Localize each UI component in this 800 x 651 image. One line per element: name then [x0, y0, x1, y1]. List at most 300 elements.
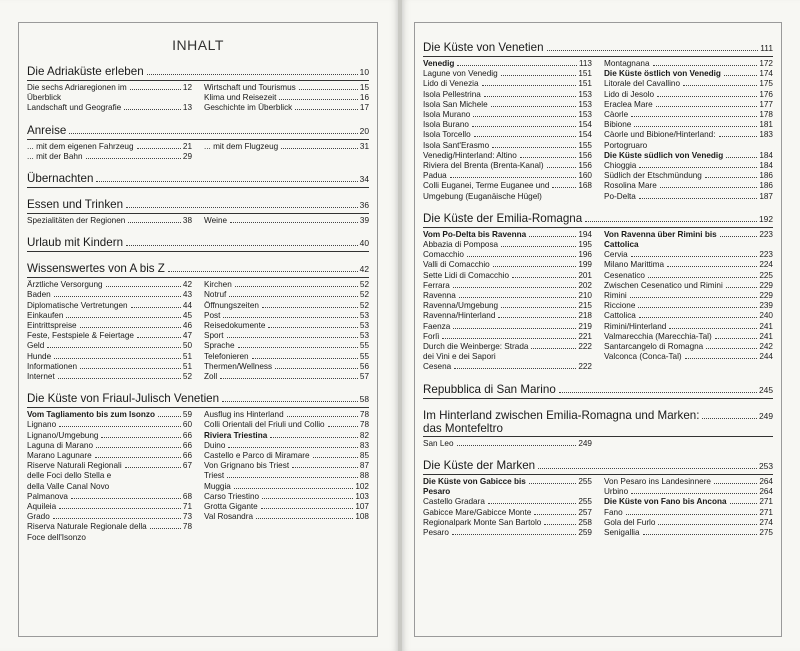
toc-entry[interactable]	[423, 362, 592, 372]
toc-entry[interactable]	[27, 341, 192, 351]
leader-dots	[457, 445, 577, 446]
leader-dots	[638, 307, 757, 308]
toc-entry[interactable]	[27, 301, 192, 311]
leader-dots	[520, 157, 577, 158]
toc-section-heading[interactable]	[423, 212, 773, 226]
toc-entry[interactable]	[604, 301, 773, 311]
toc-entry-page: 184	[759, 150, 773, 160]
leader-dots	[459, 297, 577, 298]
leader-dots	[53, 518, 181, 519]
toc-entry[interactable]	[204, 512, 369, 522]
toc-entry-page: 67	[182, 461, 192, 471]
toc-section-heading[interactable]	[423, 459, 773, 473]
section-rule	[423, 398, 773, 399]
leader-dots	[222, 401, 358, 402]
section-rule	[27, 139, 369, 140]
toc-entry[interactable]	[604, 528, 773, 538]
leader-dots	[66, 317, 180, 318]
leader-dots	[80, 327, 181, 328]
toc-entry-label: ... mit der Bahn	[27, 151, 83, 161]
toc-entry[interactable]	[27, 372, 192, 382]
toc-entry[interactable]	[604, 59, 773, 69]
toc-entry[interactable]	[604, 477, 773, 487]
toc-entry-label: Carso Triestino	[204, 491, 260, 501]
toc-entry[interactable]	[604, 151, 773, 161]
toc-entry[interactable]	[27, 431, 192, 441]
toc-entry[interactable]	[204, 451, 369, 461]
leader-dots	[453, 287, 576, 288]
toc-entry[interactable]	[423, 230, 592, 240]
toc-column	[27, 280, 192, 382]
toc-section-page: 10	[359, 67, 369, 77]
toc-entry-page: 160	[578, 171, 592, 181]
toc-entry-page: 264	[759, 487, 773, 497]
toc-entry[interactable]	[423, 332, 592, 342]
leader-dots	[227, 337, 358, 338]
left-page-frame	[18, 22, 378, 637]
toc-entry[interactable]	[27, 290, 192, 300]
toc-entry[interactable]	[604, 332, 773, 342]
toc-entry-label: Val Rosandra	[204, 512, 254, 522]
toc-entry-label: Duino	[204, 440, 226, 450]
toc-entry-label: Colli Orientali del Friuli und Collio	[204, 420, 325, 430]
toc-entry-label: Die Küste südlich von Venedig	[604, 150, 724, 160]
toc-entry-page: 43	[182, 290, 192, 300]
toc-entry[interactable]	[27, 451, 192, 461]
toc-entry-label: Telefonieren	[204, 351, 249, 361]
toc-entry-page: 71	[182, 502, 192, 512]
toc-entry-page: 223	[759, 229, 773, 239]
toc-section-heading[interactable]	[27, 236, 369, 250]
toc-entry[interactable]	[604, 69, 773, 79]
toc-entry-label: Riviera del Brenta (Brenta-Kanal)	[423, 161, 544, 171]
toc-entry[interactable]	[204, 311, 369, 321]
toc-entry[interactable]	[604, 352, 773, 362]
toc-entry[interactable]	[423, 291, 592, 301]
toc-entry[interactable]	[204, 441, 369, 451]
toc-entry-label: Cesena	[423, 362, 452, 372]
toc-entry-label: Thermen/Wellness	[204, 361, 273, 371]
toc-entry[interactable]	[604, 110, 773, 120]
toc-entry-label: Geld	[27, 341, 45, 351]
toc-entry[interactable]	[604, 192, 773, 202]
toc-entry-label: Zoll	[204, 372, 218, 382]
toc-entry-page: 87	[359, 461, 369, 471]
toc-entry-page: 51	[182, 351, 192, 361]
toc-entry-label: Càorle und Bibione/Hinterland: Portogruaro	[604, 130, 716, 150]
toc-column	[27, 83, 192, 114]
toc-section-heading[interactable]	[27, 124, 369, 138]
leader-dots	[492, 147, 576, 148]
toc-section	[27, 65, 369, 114]
toc-entry[interactable]	[423, 90, 592, 100]
leader-dots	[631, 493, 757, 494]
toc-entry[interactable]	[27, 142, 192, 152]
leader-dots	[442, 338, 576, 339]
toc-entry-page: 215	[578, 301, 592, 311]
toc-column	[204, 142, 369, 162]
toc-entry[interactable]	[604, 90, 773, 100]
leader-dots	[71, 498, 181, 499]
toc-entry-page: 47	[182, 331, 192, 341]
leader-dots	[131, 307, 181, 308]
toc-entry[interactable]	[423, 477, 592, 497]
leader-dots	[256, 518, 353, 519]
toc-entry[interactable]	[604, 100, 773, 110]
toc-entry[interactable]	[423, 59, 592, 69]
toc-entry[interactable]	[423, 528, 592, 538]
toc-entry[interactable]	[604, 130, 773, 150]
toc-entry[interactable]	[604, 508, 773, 518]
leader-dots	[726, 157, 757, 158]
toc-entry-page: 176	[759, 89, 773, 99]
toc-entry[interactable]	[27, 311, 192, 321]
toc-column	[204, 216, 369, 226]
toc-section-columns	[27, 142, 369, 162]
toc-entry[interactable]	[27, 420, 192, 430]
toc-entry-label: Lido di Venezia	[423, 79, 479, 89]
toc-entry[interactable]	[604, 120, 773, 130]
leader-dots	[726, 287, 758, 288]
toc-entry[interactable]	[604, 322, 773, 332]
leader-dots	[714, 483, 757, 484]
leader-dots	[491, 106, 577, 107]
toc-section-page: 42	[359, 264, 369, 275]
toc-section-columns	[423, 439, 773, 449]
toc-section	[27, 124, 369, 162]
toc-entry[interactable]	[604, 271, 773, 281]
toc-entry-label: Die Küste von Fano bis Ancona	[604, 497, 727, 507]
toc-section	[423, 383, 773, 399]
leader-dots	[54, 296, 181, 297]
toc-entry-page: 240	[759, 311, 773, 321]
toc-entry-page: 107	[355, 502, 369, 512]
toc-entry[interactable]	[27, 83, 192, 103]
toc-entry-label: Venedig	[423, 59, 455, 68]
toc-section-heading[interactable]	[27, 198, 369, 212]
toc-section-page: 245	[759, 384, 773, 395]
leader-dots	[229, 296, 358, 297]
leader-dots	[538, 468, 757, 469]
toc-entry-page: 113	[578, 59, 592, 68]
leader-dots	[484, 96, 577, 97]
toc-entry[interactable]	[204, 420, 369, 430]
toc-entry[interactable]	[27, 522, 192, 542]
toc-entry-label: Lignano/Umgebung	[27, 430, 99, 440]
leader-dots	[287, 416, 358, 417]
leader-dots	[634, 126, 757, 127]
toc-entry[interactable]	[423, 342, 592, 362]
toc-entry[interactable]	[423, 260, 592, 270]
toc-entry-label: Gola del Furlo	[604, 517, 656, 527]
toc-entry[interactable]	[204, 372, 369, 382]
toc-entry[interactable]	[204, 103, 369, 113]
toc-entry[interactable]	[423, 518, 592, 528]
toc-entry-page: 12	[182, 83, 192, 92]
toc-section	[423, 212, 773, 373]
toc-entry[interactable]	[423, 311, 592, 321]
toc-entry[interactable]	[204, 301, 369, 311]
toc-entry-page: 38	[182, 216, 192, 226]
toc-entry-page: 168	[578, 181, 592, 191]
leader-dots	[667, 266, 757, 267]
toc-entry-label: Geschichte im Überblick	[204, 103, 293, 113]
toc-entry-label: Fano	[604, 507, 623, 517]
toc-entry[interactable]	[204, 431, 369, 441]
toc-entry[interactable]	[27, 502, 192, 512]
toc-entry[interactable]	[423, 497, 592, 507]
toc-entry[interactable]	[204, 410, 369, 420]
toc-entry[interactable]	[204, 492, 369, 502]
toc-section-label: Die Küste von Friaul-Julisch Venetien	[27, 392, 220, 406]
leader-dots	[685, 358, 758, 359]
toc-entry-label: Lagune von Venedig	[423, 69, 498, 79]
toc-entry-label: Öffnungszeiten	[204, 300, 259, 310]
toc-entry[interactable]	[204, 352, 369, 362]
toc-entry[interactable]	[204, 216, 369, 226]
toc-entry[interactable]	[204, 321, 369, 331]
toc-section-heading[interactable]	[423, 409, 773, 435]
toc-entry-page: 102	[355, 481, 369, 491]
toc-entry-page: 56	[359, 361, 369, 371]
toc-entry[interactable]	[423, 301, 592, 311]
toc-entry[interactable]	[204, 83, 369, 93]
toc-entry-label: Faenza	[423, 321, 451, 331]
toc-entry[interactable]	[27, 152, 192, 162]
leader-dots	[501, 246, 576, 247]
toc-entry[interactable]	[423, 141, 592, 151]
toc-entry[interactable]	[423, 100, 592, 110]
toc-title: INHALT	[172, 37, 224, 53]
toc-entry[interactable]	[27, 362, 192, 372]
toc-entry-page: 222	[578, 342, 592, 352]
toc-entry-page: 257	[578, 507, 592, 517]
toc-entry[interactable]	[423, 250, 592, 260]
toc-entry[interactable]	[423, 120, 592, 130]
toc-entry-label: Urbino	[604, 487, 629, 497]
toc-entry-page: 59	[182, 410, 192, 420]
toc-entry[interactable]	[423, 151, 592, 161]
leader-dots	[669, 328, 757, 329]
toc-entry[interactable]	[204, 482, 369, 492]
toc-section-columns	[423, 477, 773, 538]
leader-dots	[80, 368, 181, 369]
toc-section-label: Essen und Trinken	[27, 198, 124, 212]
toc-entry-label: Ärztliche Versorgung	[27, 280, 103, 290]
toc-entry[interactable]	[423, 281, 592, 291]
toc-entry[interactable]	[204, 142, 369, 152]
section-rule	[27, 80, 369, 81]
toc-section-heading[interactable]	[27, 392, 369, 406]
leader-dots	[657, 96, 757, 97]
leader-dots	[95, 457, 181, 458]
toc-section-heading[interactable]	[27, 172, 369, 186]
toc-entry-label: Lido di Jesolo	[604, 89, 655, 99]
right-page	[402, 0, 800, 651]
toc-entry[interactable]	[604, 171, 773, 181]
toc-section-heading[interactable]	[27, 65, 369, 79]
toc-entry[interactable]	[604, 181, 773, 191]
leader-dots	[493, 266, 577, 267]
toc-entry[interactable]	[27, 512, 192, 522]
toc-entry[interactable]	[604, 79, 773, 89]
toc-entry[interactable]	[423, 181, 592, 201]
toc-entry-label: Valconca (Conca-Tal)	[604, 352, 682, 362]
toc-entry-page: 184	[759, 161, 773, 171]
toc-entry-label: Wirtschaft und Tourismus	[204, 83, 296, 92]
toc-entry[interactable]	[27, 441, 192, 451]
toc-entry[interactable]	[423, 508, 592, 518]
leader-dots	[101, 437, 180, 438]
toc-entry[interactable]	[423, 130, 592, 140]
toc-section-heading[interactable]	[423, 41, 773, 55]
toc-entry[interactable]	[423, 271, 592, 281]
toc-entry-label: Gabicce Mare/Gabicce Monte	[423, 507, 532, 517]
leader-dots	[467, 256, 576, 257]
leader-dots	[631, 116, 757, 117]
toc-entry-page: 221	[578, 331, 592, 341]
toc-entry-label: Santarcangelo di Romagna	[604, 342, 704, 352]
leader-dots	[450, 177, 577, 178]
toc-entry-label: Post	[204, 310, 221, 320]
toc-section-heading[interactable]	[27, 262, 369, 276]
toc-entry-label: Bibione	[604, 120, 632, 130]
leader-dots	[54, 358, 181, 359]
toc-entry-label: Comacchio	[423, 250, 464, 260]
toc-entry[interactable]	[604, 230, 773, 250]
toc-section	[423, 459, 773, 538]
toc-entry[interactable]	[604, 311, 773, 321]
toc-entry[interactable]	[423, 322, 592, 332]
toc-entry-label: San Leo	[423, 438, 454, 448]
toc-entry[interactable]	[604, 518, 773, 528]
toc-entry[interactable]	[604, 487, 773, 497]
toc-entry[interactable]	[27, 321, 192, 331]
toc-entry-label: Riserva Naturale Regionale della Foce dell'Isonzo	[27, 522, 147, 542]
toc-entry-page: 271	[759, 507, 773, 517]
toc-entry[interactable]	[27, 216, 192, 226]
toc-entry-page: 223	[759, 250, 773, 260]
toc-entry-page: 194	[578, 229, 592, 239]
toc-entry-label: Vom Po-Delta bis Ravenna	[423, 229, 527, 239]
toc-entry[interactable]	[423, 79, 592, 89]
toc-entry-page: 42	[182, 280, 192, 290]
toc-entry-page: 172	[759, 59, 773, 68]
toc-entry[interactable]	[423, 69, 592, 79]
leader-dots	[702, 418, 757, 419]
toc-section-page: 192	[759, 213, 773, 224]
toc-entry-label: Diplomatische Vertretungen	[27, 300, 128, 310]
toc-section-label: Übernachten	[27, 172, 94, 186]
toc-section-page: 58	[359, 394, 369, 405]
toc-entry[interactable]	[204, 93, 369, 103]
toc-entry[interactable]	[423, 240, 592, 250]
toc-entry[interactable]	[423, 439, 592, 449]
section-rule	[27, 213, 369, 214]
toc-entry[interactable]	[27, 410, 192, 420]
leader-dots	[529, 483, 576, 484]
leader-dots	[130, 89, 181, 90]
toc-entry-page: 13	[182, 103, 192, 113]
toc-entry[interactable]	[27, 461, 192, 492]
toc-entry[interactable]	[204, 471, 369, 481]
section-rule	[423, 227, 773, 228]
leader-dots	[452, 534, 576, 535]
toc-section-label: Die Küste der Marken	[423, 458, 536, 472]
toc-entry[interactable]	[204, 461, 369, 471]
toc-entry[interactable]	[604, 250, 773, 260]
toc-section-page: 34	[359, 174, 369, 185]
toc-entry-page: 199	[578, 260, 592, 270]
toc-entry[interactable]	[604, 260, 773, 270]
toc-entry[interactable]	[204, 502, 369, 512]
toc-entry[interactable]	[204, 280, 369, 290]
toc-entry[interactable]	[204, 290, 369, 300]
toc-entry-page: 225	[759, 270, 773, 280]
leader-dots	[235, 286, 358, 287]
toc-entry-page: 241	[759, 331, 773, 341]
toc-entry-page: 82	[359, 430, 369, 440]
toc-entry-page: 175	[759, 79, 773, 89]
toc-entry-label: Informationen	[27, 361, 78, 371]
toc-entry[interactable]	[27, 352, 192, 362]
toc-entry-page: 53	[359, 331, 369, 341]
toc-entry-page: 275	[759, 527, 773, 537]
leader-dots	[137, 337, 181, 338]
toc-entry[interactable]	[27, 492, 192, 502]
toc-entry-page: 201	[578, 270, 592, 280]
toc-entry[interactable]	[204, 362, 369, 372]
toc-entry[interactable]	[604, 342, 773, 352]
toc-entry[interactable]	[27, 331, 192, 341]
toc-entry[interactable]	[604, 161, 773, 171]
toc-entry[interactable]	[204, 341, 369, 351]
toc-entry-page: 66	[182, 451, 192, 461]
toc-entry-page: 239	[759, 301, 773, 311]
toc-section-columns	[27, 280, 369, 382]
toc-entry-label: Isola Murano	[423, 110, 471, 120]
toc-entry[interactable]	[27, 103, 192, 113]
toc-entry[interactable]	[604, 291, 773, 301]
toc-entry-label: Marano Lagunare	[27, 451, 92, 461]
toc-entry-page: 44	[182, 300, 192, 310]
toc-entry[interactable]	[604, 281, 773, 291]
leader-dots	[552, 187, 576, 188]
toc-entry-label: Forlì	[423, 331, 440, 341]
toc-entry[interactable]	[27, 280, 192, 290]
leader-dots	[547, 50, 759, 51]
toc-entry-label: Muggia	[204, 481, 231, 491]
toc-entry[interactable]	[423, 110, 592, 120]
toc-entry[interactable]	[423, 161, 592, 171]
toc-section-page: 253	[759, 460, 773, 471]
toc-entry[interactable]	[423, 171, 592, 181]
toc-entry-label: Valli di Comacchio	[423, 260, 490, 270]
leader-dots	[457, 65, 577, 66]
toc-entry[interactable]	[204, 331, 369, 341]
toc-entry-page: 73	[182, 512, 192, 522]
toc-entry[interactable]	[604, 497, 773, 507]
toc-section-heading[interactable]	[423, 383, 773, 397]
leader-dots	[69, 133, 357, 134]
toc-entry-label: Cervia	[604, 250, 628, 260]
toc-entry-label: Die Küste östlich von Venedig	[604, 69, 721, 79]
toc-entry-page: 45	[182, 310, 192, 320]
toc-entry-label: Südlich der Etschmündung	[604, 171, 702, 181]
section-rule	[27, 187, 369, 188]
toc-section	[27, 262, 369, 382]
leader-dots	[58, 378, 181, 379]
